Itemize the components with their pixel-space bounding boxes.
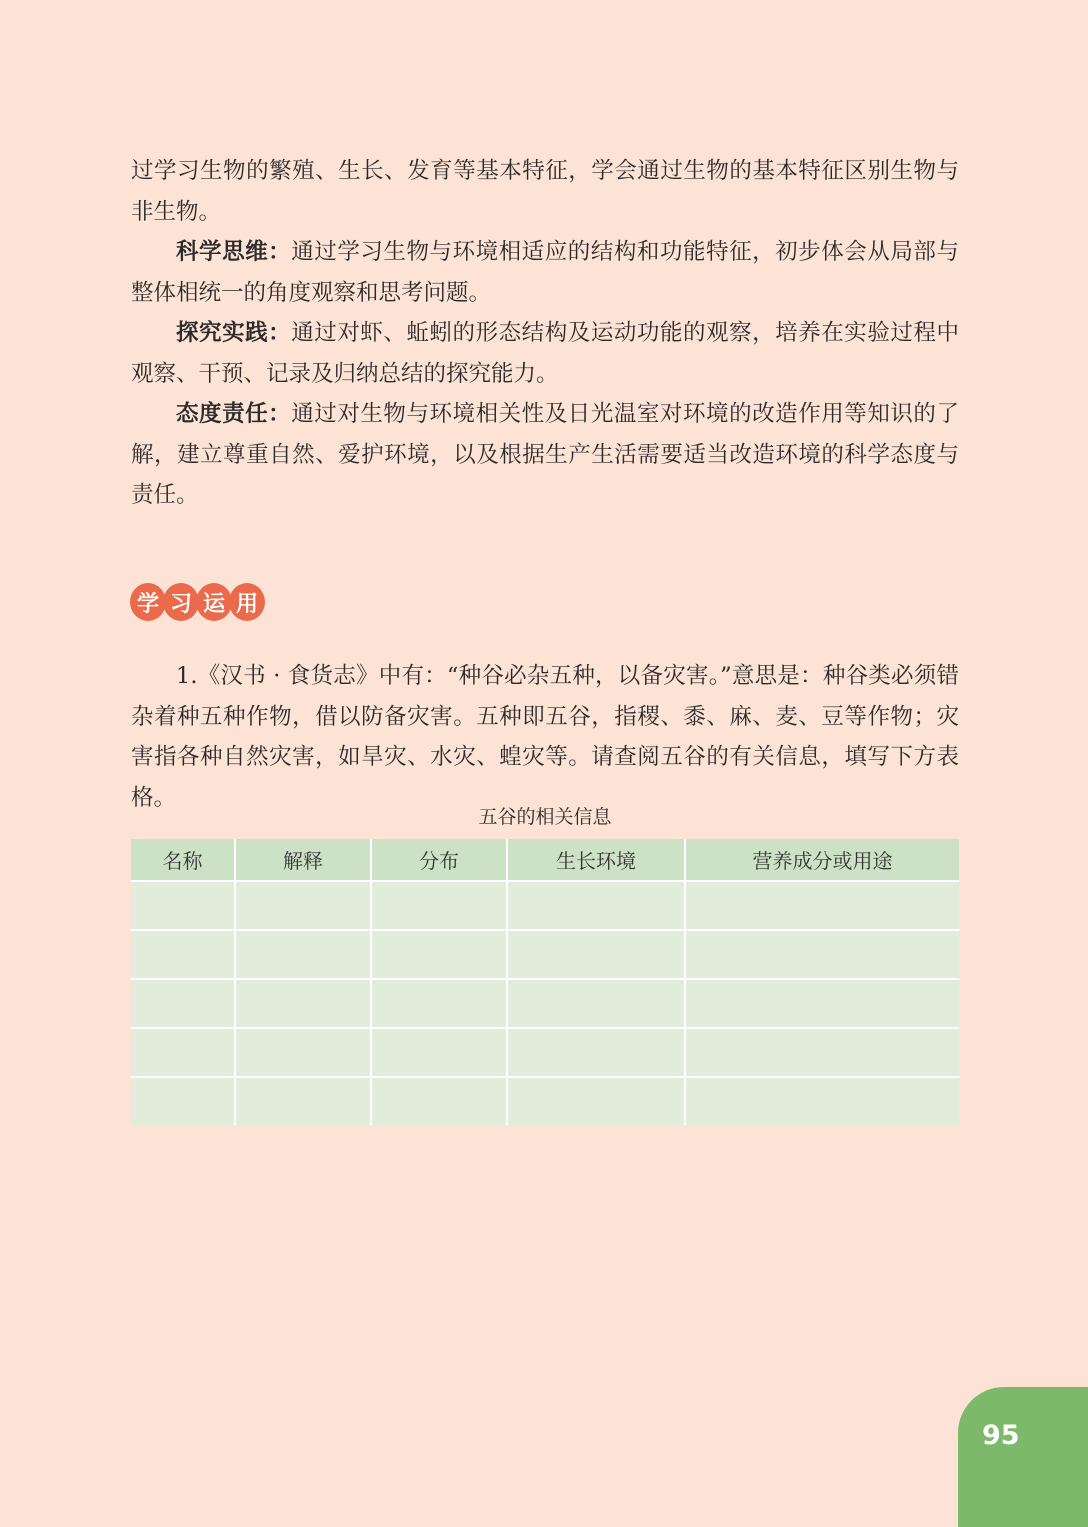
table-cell[interactable] (371, 1077, 507, 1125)
badge-char: 习 (164, 584, 198, 620)
header-name: 名称 (131, 839, 235, 881)
table-cell[interactable] (685, 881, 959, 930)
table-cell[interactable] (685, 930, 959, 979)
table-cell[interactable] (235, 979, 371, 1028)
scientific-thinking-label: 科学思维： (176, 239, 292, 265)
badge-char: 学 (131, 584, 165, 620)
table-cell[interactable] (507, 881, 685, 930)
page-number-tab (958, 1387, 1088, 1527)
scientific-thinking-text: 通过学习生物与环境相适应的结构和功能特征，初步体会从局部与整体相统一的角度观察和思考问题。 (131, 239, 959, 306)
table-row (131, 881, 959, 930)
table-cell[interactable] (235, 881, 371, 930)
question-text: 1.《汉书 · 食货志》中有：“种谷必杂五种，以备灾害。”意思是：种谷类必须错杂着种五种作物，借以防备灾害。五种即五谷，指稷、黍、麻、麦、豆等作物；灾害指各种自然灾害，如旱灾、水灾、蝗灾等。请查阅五谷的有关信息，填写下方表格。 (131, 663, 959, 811)
table-cell[interactable] (685, 979, 959, 1028)
table-cell[interactable] (685, 1028, 959, 1077)
table-cell[interactable] (371, 979, 507, 1028)
table-row (131, 1077, 959, 1125)
header-explanation: 解释 (235, 839, 371, 881)
table-cell[interactable] (131, 979, 235, 1028)
table-cell[interactable] (371, 881, 507, 930)
header-growing-environment: 生长环境 (507, 839, 685, 881)
table-cell[interactable] (371, 930, 507, 979)
table-cell[interactable] (685, 1077, 959, 1125)
intro-paragraph-scientific-thinking (131, 232, 959, 313)
question-1 (131, 656, 959, 818)
intro-paragraph-attitude (131, 394, 959, 516)
table-cell[interactable] (131, 1077, 235, 1125)
attitude-label: 态度责任： (176, 401, 292, 427)
table-cell[interactable] (507, 1028, 685, 1077)
table-row (131, 1028, 959, 1077)
table-cell[interactable] (235, 930, 371, 979)
table-cell[interactable] (131, 1028, 235, 1077)
table-header-row (131, 839, 959, 881)
badge-char: 运 (197, 584, 231, 620)
intro-text (131, 151, 959, 516)
table-cell[interactable] (507, 930, 685, 979)
intro-paragraph-inquiry-practice (131, 313, 959, 394)
table-row (131, 979, 959, 1028)
five-grains-table (131, 839, 959, 1125)
section-badge-learning-application (131, 584, 263, 620)
table-cell[interactable] (371, 1028, 507, 1077)
table-cell[interactable] (507, 979, 685, 1028)
attitude-text: 通过对生物与环境相关性及日光温室对环境的改造作用等知识的了解，建立尊重自然、爱护环境，以及根据生产生活需要适当改造环境的科学态度与责任。 (131, 401, 959, 508)
badge-char: 用 (230, 584, 264, 620)
header-distribution: 分布 (371, 839, 507, 881)
table-cell[interactable] (131, 881, 235, 930)
table-cell[interactable] (507, 1077, 685, 1125)
table-cell[interactable] (235, 1077, 371, 1125)
table-cell[interactable] (131, 930, 235, 979)
page-number: 95 (982, 1420, 1020, 1451)
inquiry-practice-text: 通过对虾、蚯蚓的形态结构及运动功能的观察，培养在实验过程中观察、干预、记录及归纳总结的探究能力。 (131, 320, 959, 387)
header-nutrition-or-use: 营养成分或用途 (685, 839, 959, 881)
inquiry-practice-label: 探究实践： (176, 320, 292, 346)
table-cell[interactable] (235, 1028, 371, 1077)
intro-paragraph-life: 过学习生物的繁殖、生长、发育等基本特征，学会通过生物的基本特征区别生物与非生物。 (131, 158, 959, 225)
table-caption: 五谷的相关信息 (478, 806, 612, 828)
table-row (131, 930, 959, 979)
